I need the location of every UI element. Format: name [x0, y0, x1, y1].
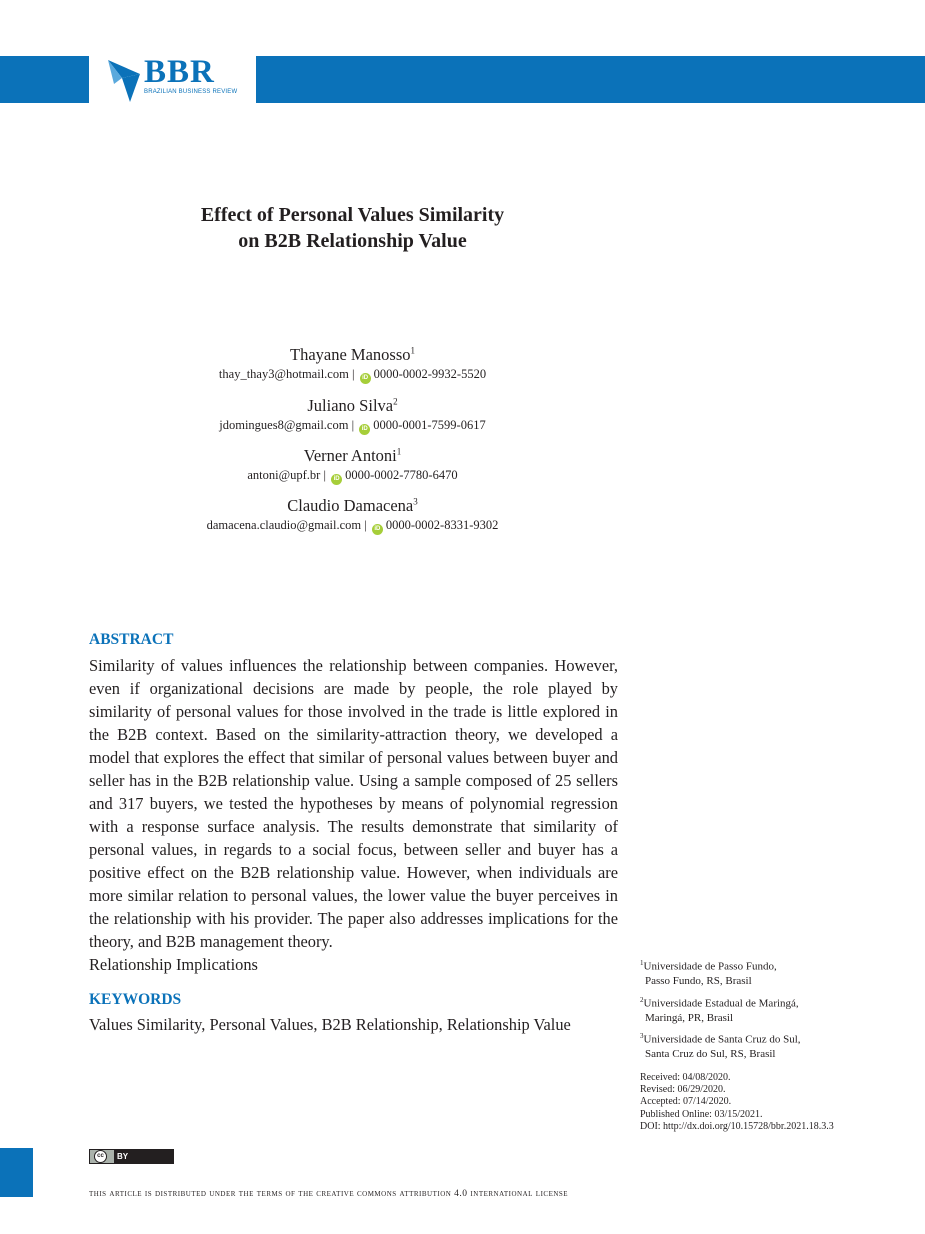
footer-band — [0, 1148, 33, 1197]
affil-line-1: Universidade de Passo Fundo, — [643, 960, 777, 973]
doi-link[interactable]: DOI: http://dx.doi.org/10.15728/bbr.2021.18.3.3 — [640, 1120, 834, 1132]
separator: | — [364, 518, 367, 532]
affil-line-2: Santa Cruz do Sul, RS, Brasil — [645, 1047, 776, 1060]
affiliation-2 — [640, 993, 799, 1025]
orcid-icon: iD — [372, 524, 383, 535]
keywords-heading: KEYWORDS — [89, 991, 182, 1008]
author-4 — [150, 496, 555, 535]
affil-sup: 1 — [640, 959, 644, 967]
date-accepted: Accepted: 07/14/2020. — [640, 1096, 732, 1108]
author-name: Claudio Damacena$^3$ — [287, 496, 418, 515]
affil-line-2: Passo Fundo, RS, Brasil — [645, 974, 752, 987]
author-orcid[interactable]: 0000-0002-8331-9302 — [385, 518, 499, 532]
abstract-heading: ABSTRACT — [89, 631, 174, 648]
abstract-last-line: Relationship Implications — [89, 955, 258, 974]
affiliation-3 — [640, 1029, 801, 1061]
affil-line-1: Universidade Estadual de Maringá, — [643, 997, 799, 1010]
affil-sup: 3 — [640, 1032, 644, 1040]
author-email[interactable]: jdomingues8@gmail.com — [219, 418, 349, 432]
title-line-1: Effect of Personal Values Similarity — [200, 204, 505, 226]
header-band-right — [256, 56, 925, 103]
separator: | — [323, 468, 326, 482]
paper-title — [150, 202, 555, 254]
by-label: BY — [117, 1152, 129, 1161]
cc-icon: cc — [94, 1150, 107, 1163]
license-text: this article is distributed under the terms of the creative commons attribution 4.0 international license — [89, 1189, 569, 1199]
author-orcid[interactable]: 0000-0002-9932-5520 — [373, 367, 487, 381]
abstract-body — [89, 654, 618, 976]
affil-line-2: Maringá, PR, Brasil — [645, 1011, 733, 1024]
orcid-icon: iD — [359, 424, 370, 435]
author-affil-sup: 1 — [396, 446, 402, 457]
author-affil-sup: 2 — [393, 396, 398, 407]
author-orcid[interactable]: 0000-0001-7599-0617 — [373, 418, 486, 432]
author-affil-sup: 3 — [413, 496, 418, 507]
author-affil-sup: 1 — [410, 345, 415, 356]
affiliation-1 — [640, 956, 777, 988]
orcid-icon: iD — [331, 474, 342, 485]
author-orcid[interactable]: 0000-0002-7780-6470 — [345, 468, 458, 482]
author-email[interactable]: damacena.claudio@gmail.com — [206, 518, 362, 532]
author-2 — [150, 396, 555, 435]
author-contact — [150, 417, 555, 435]
date-revised: Revised: 06/29/2020. — [640, 1084, 726, 1096]
author-3 — [150, 446, 555, 485]
author-name: Verner Antoni$^1$ — [303, 446, 402, 465]
orcid-icon: iD — [360, 373, 371, 384]
abstract-text: Similarity of values influences the relationship between companies. However, even if organizational decisions are made by people, the role played by similarity of personal values for those involved in the trade is little explored in the B2B context. Based on the similarity-attraction theory, we developed a model that explores the effect that similar of personal values between buyer and seller has in the B2B relationship value. Using a sample composed of 25 sellers and 317 buyers, we tested the hypotheses by means of polynomial regression with a response surface analysis. The results demonstrate that similarity of personal values, in regards to a social focus, between seller and buyer has a positive effect on the B2B relationship value. However, when individuals are more similar relation to personal values, the lower value the buyer perceives in the relationship with his provider. The paper also addresses implications for the theory, and B2B management theory. — [89, 656, 618, 951]
title-line-2: on B2B Relationship Value — [238, 230, 467, 252]
logo-subtitle: BRAZILIAN BUSINESS REVIEW — [144, 89, 238, 95]
author-contact — [150, 467, 555, 485]
affil-line-1: Universidade de Santa Cruz do Sul, — [643, 1033, 801, 1046]
affil-sup: 2 — [640, 996, 644, 1004]
separator: | — [351, 418, 355, 432]
author-contact — [150, 517, 555, 535]
keywords-text: Values Similarity, Personal Values, B2B Relationship, Relationship Value — [89, 1015, 571, 1034]
bbr-logo-icon — [104, 54, 144, 104]
author-email[interactable]: antoni@upf.br — [247, 468, 321, 482]
author-email[interactable]: thay_thay3@hotmail.com — [218, 367, 349, 381]
journal-logo — [104, 54, 254, 104]
date-published: Published Online: 03/15/2021. — [640, 1108, 763, 1120]
date-received: Received: 04/08/2020. — [640, 1072, 731, 1083]
cc-by-badge[interactable] — [89, 1149, 174, 1164]
logo-text: BBR — [144, 54, 215, 90]
author-name: Juliano Silva$^2$ — [307, 396, 398, 415]
author-1 — [150, 345, 555, 384]
author-name: Thayane Manosso$^1$ — [289, 345, 415, 364]
author-contact — [150, 366, 555, 384]
header-band-left — [0, 56, 89, 103]
publication-dates — [640, 1072, 834, 1133]
separator: | — [351, 367, 355, 381]
